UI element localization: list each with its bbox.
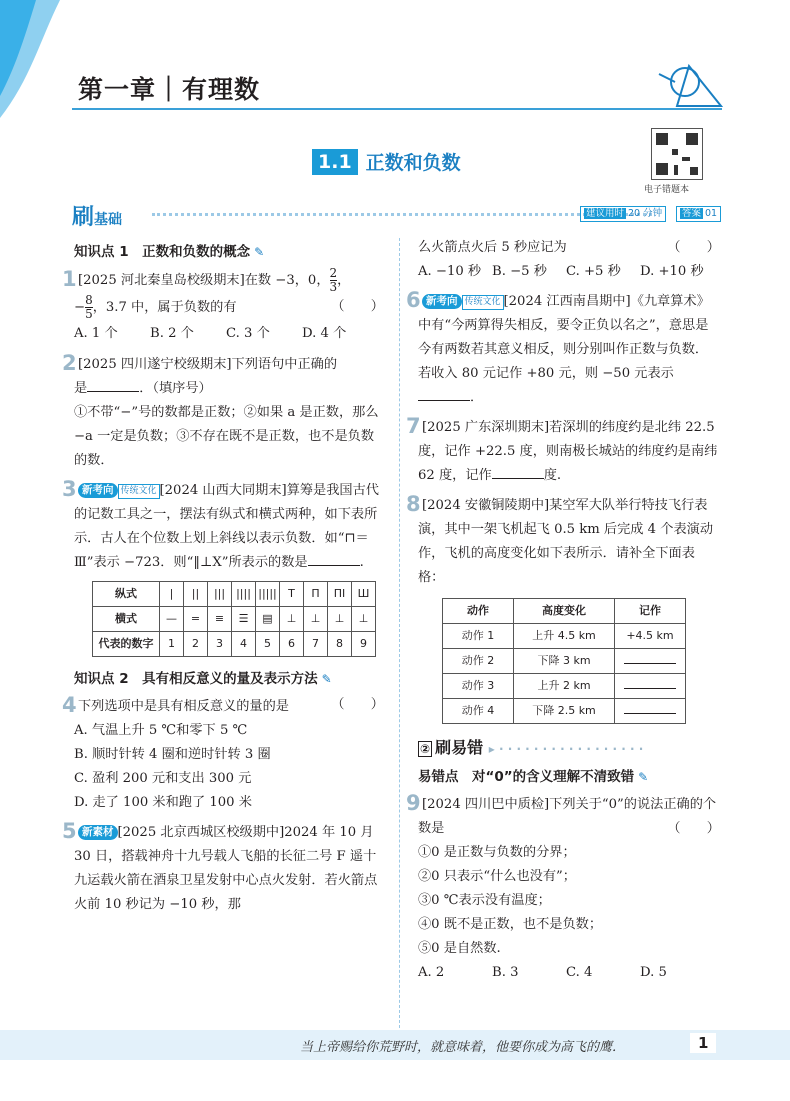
- error-section-header: ② 刷易错 ▸ · · · · · · · · · · · · · · · · ·: [420, 738, 644, 757]
- option-d: D. 5: [640, 965, 667, 980]
- option-b: B. 3: [492, 965, 519, 980]
- answer-badge: 答案 01: [676, 206, 721, 222]
- answer-blank[interactable]: [308, 551, 360, 566]
- table-row: 动作 3 上升 2 km: [443, 674, 686, 699]
- answer-cell[interactable]: [615, 674, 686, 699]
- option-c: C. 3 个: [226, 326, 270, 341]
- answer-cell[interactable]: [615, 649, 686, 674]
- option-b: B. 2 个: [150, 326, 194, 341]
- option-c: C. +5 秒: [566, 264, 621, 279]
- new-direction-tag: 新考向: [78, 483, 118, 498]
- knowledge-point-2: 知识点 2 具有相反意义的量及表示方法 ✎: [74, 671, 332, 687]
- band-label: 刷基础: [72, 205, 123, 230]
- question-3: 3 新考向 传统文化 [2024 山西大同期末]算筹是我国古代的记数工具之一，摆法有纵式和横式两种，如下表所示．古人在个位数上划上斜线以表示负数．如“⊓＝Ⅲ”表示 −723．则“‖⊥Ⅹ”所表示的数是 .: [62, 477, 379, 570]
- option-d: D. 走了 100 米和跑了 100 米: [74, 795, 252, 810]
- band-dotted-line: [152, 213, 652, 216]
- answer-blank[interactable]: [492, 464, 544, 479]
- statement-4: ④0 既不是正数，也不是负数；: [418, 917, 603, 932]
- culture-tag: 传统文化: [462, 295, 504, 310]
- statement-5: ⑤0 是自然数.: [418, 941, 501, 956]
- pen-icon: ✎: [638, 770, 649, 784]
- question-6: 6 新考向 传统文化 [2024 江西南昌期中]《九章算术》中有“今两算得失相反，要令正负以名之”，意思是今有两数若其意义相反，则分别叫作正数与负数．若收入 80 元记作 +80 元，则 −50 元表示．: [406, 288, 710, 405]
- option-b: B. −5 秒: [492, 264, 547, 279]
- statement-3: ③0 ℃表示没有温度；: [418, 893, 551, 908]
- error-point: 易错点 对“0”的含义理解不清致错 ✎: [418, 769, 649, 785]
- question-4: 4下列选项中是具有相反意义的量的是 （ ） A. 气温上升 5 ℃和零下 5 ℃ B. 顺时针转 4 圈和逆时针转 3 圈 C. 盈利 200 元和支出 300 元 D. 走了 100 米和跑了 100 米: [62, 693, 384, 810]
- new-direction-tag: 新考向: [422, 294, 462, 309]
- time-badge: 建议用时 20 分钟: [580, 206, 666, 222]
- option-a: A. 气温上升 5 ℃和零下 5 ℃: [74, 723, 248, 738]
- knowledge-point-1: 知识点 1 正数和负数的概念 ✎: [74, 244, 265, 260]
- option-a: A. 1 个: [74, 326, 118, 341]
- counting-rods-table: [92, 581, 376, 657]
- table-row-heng: 横式 — = ≡ ☰ ▤ ⊥ ⊥ ⊥ ⊥: [93, 607, 376, 632]
- table-row: 动作 4 下降 2.5 km: [443, 699, 686, 724]
- pen-icon: ✎: [321, 672, 332, 686]
- page-number: 1: [690, 1033, 716, 1053]
- table-row: 动作 1 上升 4.5 km +4.5 km: [443, 624, 686, 649]
- question-7: 7[2025 广东深圳期末]若深圳的纬度约是北纬 22.5 度，记作 +22.5 度，则南极长城站的纬度约是南纬 62 度，记作 度.: [406, 414, 718, 483]
- flight-table: [442, 598, 686, 724]
- fraction-2-3: $\frac{2}{3}$: [329, 266, 338, 294]
- right-column: [406, 236, 720, 985]
- option-d: D. 4 个: [302, 326, 347, 341]
- left-column: [62, 236, 384, 917]
- fraction-8-5: $\frac{8}{5}$: [85, 293, 93, 321]
- geometry-tools-icon: [655, 60, 725, 110]
- footer-motto: 当上帝赐给你荒野时，就意味着，他要你成为高飞的鹰．: [300, 1040, 626, 1055]
- table-row-digits: 代表的数字 1 2 3 4 5 6 7 8 9: [93, 632, 376, 657]
- pen-icon: ✎: [254, 245, 265, 259]
- new-material-tag: 新素材: [78, 825, 118, 840]
- footer: [0, 1030, 790, 1060]
- answer-blank[interactable]: [418, 386, 470, 401]
- section-number: 1.1: [312, 149, 358, 175]
- question-2: 2[2025 四川遂宁校级期末]下列语句中正确的 是 ．（填序号） ①不带“−”号的数都是正数；②如果 a 是正数，那么 −a 一定是负数；③不存在既不是正数，也不是负数的数．: [62, 351, 379, 468]
- statement-2: ②0 只表示“什么也没有”；: [418, 869, 576, 884]
- option-c: C. 4: [566, 965, 593, 980]
- question-5-continued: 么火箭点火后 5 秒应记为 （ ） A. −10 秒 B. −5 秒 C. +5 秒 D. +10 秒: [418, 236, 720, 284]
- table-header-row: 动作 高度变化 记作: [443, 599, 686, 624]
- section-title: 正数和负数: [365, 152, 461, 174]
- question-8: 8[2024 安徽铜陵期中]某空军大队举行特技飞行表演，其中一架飞机起飞 0.5 km 后完成 4 个表演动作，飞机的高度变化如下表所示．请补全下面表格：: [406, 492, 714, 585]
- section-heading: [312, 148, 461, 178]
- answer-cell[interactable]: [615, 699, 686, 724]
- question-1: 1[2025 河北秦皇岛校级期末]在数 −3，0， $\frac{2}{3}$ ， − $\frac{8}{5}$ ，3.7 中，属于负数的有 （ ） A. 1 个 B. 2 个 C. 3 个 D. 4 个: [74, 266, 384, 347]
- question-5: 5 新素材 [2025 北京西城区校级期中]2024 年 10 月 30 日，搭载神舟十九号载人飞船的长征二号 F 遥十九运载火箭在酒泉卫星发射中心点火发射．若火箭点火前 10 秒记为 −10 秒，那: [62, 819, 378, 912]
- option-d: D. +10 秒: [640, 264, 704, 279]
- culture-tag: 传统文化: [118, 484, 160, 499]
- option-b: B. 顺时针转 4 圈和逆时针转 3 圈: [74, 747, 271, 762]
- chapter-header: [72, 64, 722, 110]
- qr-caption: 电子错题本: [644, 185, 690, 195]
- option-c: C. 盈利 200 元和支出 300 元: [74, 771, 252, 786]
- option-a: A. −10 秒: [418, 264, 482, 279]
- statement-1: ①0 是正数与负数的分界；: [418, 845, 576, 860]
- table-row-zong: 纵式 | || ||| |||| ||||| T Π ПI Ш: [93, 582, 376, 607]
- answer-blank[interactable]: [87, 377, 139, 392]
- question-9: 9[2024 四川巴中质检]下列关于“0”的说法正确的个数是 （ ） ①0 是正数与负数的分界； ②0 只表示“什么也没有”； ③0 ℃表示没有温度； ④0 既不是正数，也不是负数； ⑤0 是自然数. A. 2 B. 3 C. 4 D. 5: [418, 791, 720, 985]
- option-a: A. 2: [418, 965, 445, 980]
- column-divider: [399, 238, 400, 1028]
- qr-code[interactable]: [651, 128, 703, 180]
- chapter-title: 第一章｜有理数: [78, 75, 261, 104]
- table-row: 动作 2 下降 3 km: [443, 649, 686, 674]
- section-band: [72, 202, 722, 230]
